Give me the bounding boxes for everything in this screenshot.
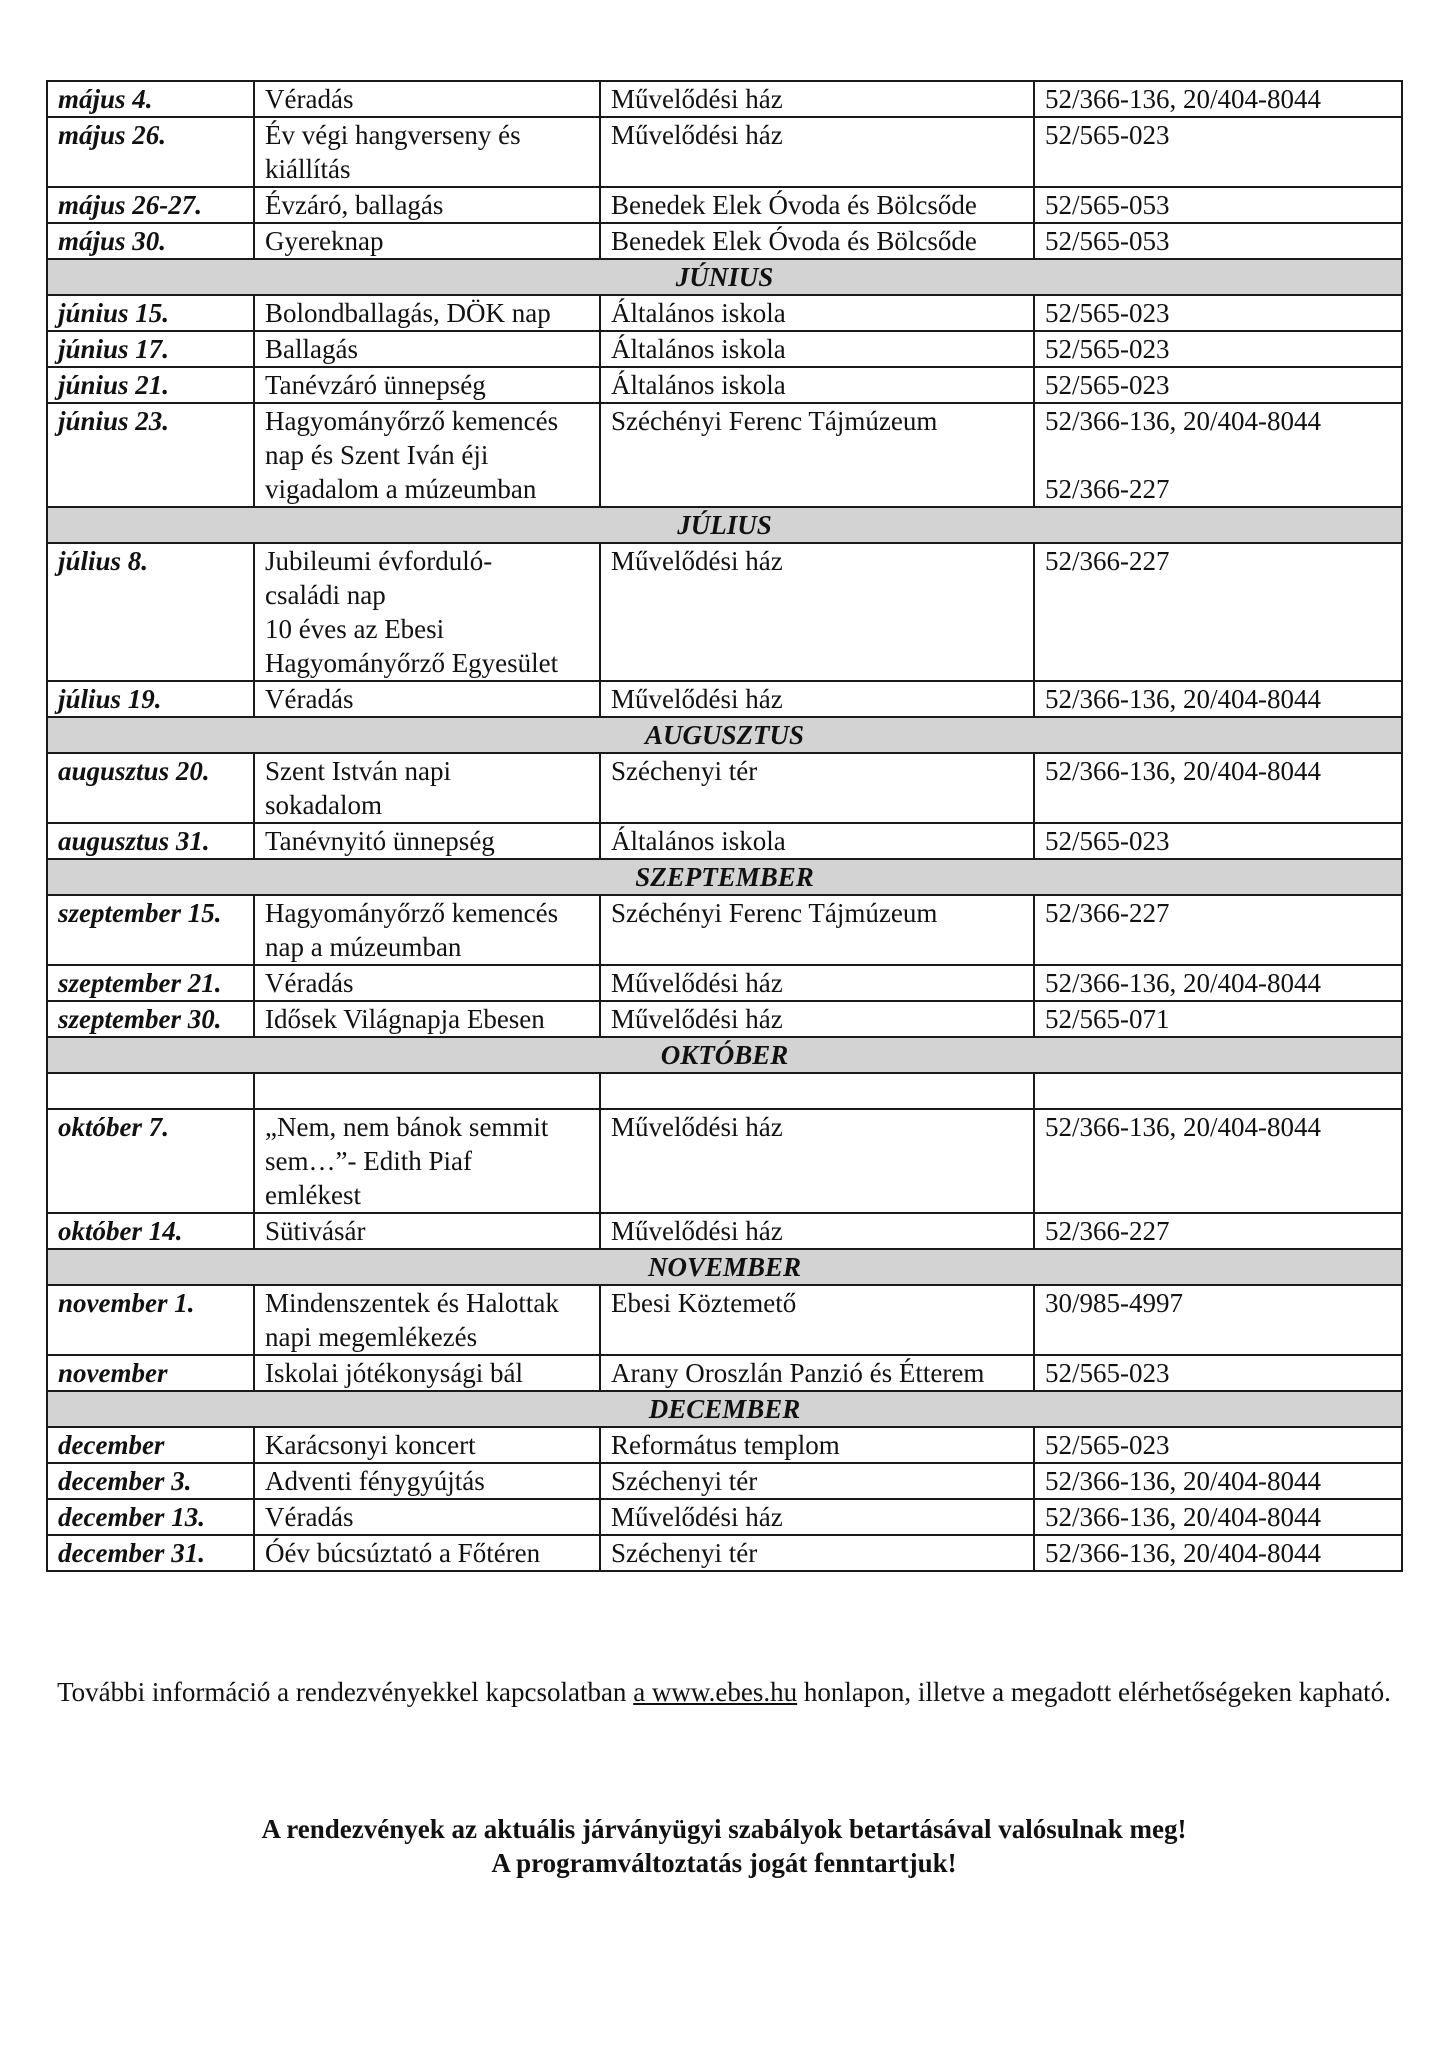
- phone-cell-text: 52/366-136, 20/404-8044 52/366-227: [1045, 406, 1321, 504]
- event-row: [47, 1355, 1402, 1391]
- event-cell: [254, 1355, 600, 1391]
- footer-info-link[interactable]: a www.ebes.hu: [633, 1677, 798, 1707]
- month-header: SZEPTEMBER: [47, 859, 1402, 895]
- date-cell-text: június 17.: [58, 334, 170, 364]
- event-cell: [254, 403, 600, 507]
- venue-cell-text: Általános iskola: [611, 298, 786, 328]
- event-row: [47, 543, 1402, 681]
- event-row: [47, 823, 1402, 859]
- date-cell: [47, 1463, 254, 1499]
- date-cell-text: május 4.: [58, 84, 153, 114]
- empty-cell: [47, 1073, 254, 1109]
- venue-cell: [600, 1001, 1034, 1037]
- venue-cell: [600, 1109, 1034, 1213]
- events-table-body: [47, 81, 1402, 1571]
- date-cell-text: szeptember 30.: [58, 1004, 222, 1034]
- event-row: [47, 367, 1402, 403]
- event-row: [47, 895, 1402, 965]
- phone-cell: [1034, 331, 1402, 367]
- event-cell: [254, 895, 600, 965]
- venue-cell-text: Művelődési ház: [611, 546, 783, 576]
- date-cell: [47, 1427, 254, 1463]
- phone-cell: [1034, 223, 1402, 259]
- event-row: [47, 223, 1402, 259]
- date-cell-text: december 3.: [58, 1466, 192, 1496]
- venue-cell-text: Református templom: [611, 1430, 840, 1460]
- notice: [40, 1812, 1408, 1880]
- venue-cell-text: Benedek Elek Óvoda és Bölcsőde: [611, 190, 977, 220]
- date-cell: [47, 117, 254, 187]
- event-cell: [254, 187, 600, 223]
- event-row: [47, 1427, 1402, 1463]
- phone-cell-text: 52/366-136, 20/404-8044: [1045, 84, 1321, 114]
- phone-cell-text: 52/366-136, 20/404-8044: [1045, 756, 1321, 786]
- empty-cell: [254, 1073, 600, 1109]
- event-cell: [254, 681, 600, 717]
- phone-cell-text: 52/366-136, 20/404-8044: [1045, 1466, 1321, 1496]
- event-cell: [254, 295, 600, 331]
- date-cell-text: május 26.: [58, 120, 167, 150]
- phone-cell: [1034, 367, 1402, 403]
- venue-cell-text: Széchényi Ferenc Tájmúzeum: [611, 406, 938, 436]
- venue-cell-text: Általános iskola: [611, 334, 786, 364]
- date-cell: [47, 543, 254, 681]
- event-cell-text: Hagyományőrző kemencés nap és Szent Iván éji vigadalom a múzeumban: [265, 406, 559, 504]
- venue-cell-text: Művelődési ház: [611, 1004, 783, 1034]
- date-cell: [47, 367, 254, 403]
- date-cell-text: július 8.: [58, 546, 149, 576]
- phone-cell-text: 52/366-136, 20/404-8044: [1045, 684, 1321, 714]
- venue-cell: [600, 331, 1034, 367]
- phone-cell-text: 52/565-023: [1045, 1430, 1170, 1460]
- month-header-row: [47, 507, 1402, 543]
- month-header: NOVEMBER: [47, 1249, 1402, 1285]
- event-cell: [254, 1499, 600, 1535]
- venue-cell: [600, 753, 1034, 823]
- venue-cell-text: Ebesi Köztemető: [611, 1288, 797, 1318]
- date-cell: [47, 1213, 254, 1249]
- month-header-row: [47, 859, 1402, 895]
- phone-cell-text: 30/985-4997: [1045, 1288, 1183, 1318]
- date-cell: [47, 681, 254, 717]
- venue-cell-text: Művelődési ház: [611, 1502, 783, 1532]
- event-row: [47, 1285, 1402, 1355]
- venue-cell-text: Művelődési ház: [611, 684, 783, 714]
- venue-cell-text: Művelődési ház: [611, 1112, 783, 1142]
- phone-cell-text: 52/366-136, 20/404-8044: [1045, 1538, 1321, 1568]
- phone-cell-text: 52/565-053: [1045, 190, 1170, 220]
- date-cell: [47, 965, 254, 1001]
- event-cell-text: Ballagás: [265, 334, 358, 364]
- event-cell: [254, 823, 600, 859]
- phone-cell: [1034, 403, 1402, 507]
- phone-cell: [1034, 823, 1402, 859]
- date-cell-text: június 15.: [58, 298, 170, 328]
- month-header-row: [47, 1037, 1402, 1073]
- event-cell-text: Jubileumi évforduló- családi nap 10 éves az Ebesi Hagyományőrző Egyesület: [265, 546, 559, 678]
- event-cell-text: Tanévzáró ünnepség: [265, 370, 486, 400]
- venue-cell-text: Arany Oroszlán Panzió és Étterem: [611, 1358, 985, 1388]
- month-header: AUGUSZTUS: [47, 717, 1402, 753]
- phone-cell: [1034, 543, 1402, 681]
- venue-cell: [600, 681, 1034, 717]
- phone-cell: [1034, 1499, 1402, 1535]
- event-cell: [254, 1109, 600, 1213]
- event-cell-text: Sütivásár: [265, 1216, 366, 1246]
- event-row: [47, 965, 1402, 1001]
- venue-cell: [600, 543, 1034, 681]
- month-header-row: [47, 1391, 1402, 1427]
- event-row: [47, 81, 1402, 117]
- event-cell-text: Évzáró, ballagás: [265, 190, 444, 220]
- venue-cell-text: Általános iskola: [611, 826, 786, 856]
- event-cell-text: Hagyományőrző kemencés nap a múzeumban: [265, 898, 559, 962]
- venue-cell: [600, 295, 1034, 331]
- event-cell: [254, 753, 600, 823]
- date-cell-text: november: [58, 1358, 168, 1388]
- event-row: [47, 1213, 1402, 1249]
- date-cell: [47, 223, 254, 259]
- event-row: [47, 681, 1402, 717]
- date-cell: [47, 1535, 254, 1571]
- event-cell: [254, 367, 600, 403]
- date-cell: [47, 1355, 254, 1391]
- date-cell-text: június 23.: [58, 406, 170, 436]
- footer-info-text-before: További információ a rendezvényekkel kapcsolatban: [57, 1677, 634, 1707]
- event-cell-text: Karácsonyi koncert: [265, 1430, 476, 1460]
- phone-cell-text: 52/565-023: [1045, 334, 1170, 364]
- date-cell-text: augusztus 20.: [58, 756, 210, 786]
- venue-cell-text: Széchenyi tér: [611, 1466, 758, 1496]
- event-cell: [254, 543, 600, 681]
- date-cell: [47, 403, 254, 507]
- event-cell: [254, 1535, 600, 1571]
- venue-cell: [600, 823, 1034, 859]
- venue-cell-text: Széchenyi tér: [611, 756, 758, 786]
- event-cell-text: Véradás: [265, 84, 354, 114]
- event-cell-text: Tanévnyitó ünnepség: [265, 826, 495, 856]
- date-cell: [47, 1285, 254, 1355]
- venue-cell: [600, 1355, 1034, 1391]
- month-header-row: [47, 717, 1402, 753]
- date-cell: [47, 753, 254, 823]
- venue-cell-text: Benedek Elek Óvoda és Bölcsőde: [611, 226, 977, 256]
- phone-cell-text: 52/366-136, 20/404-8044: [1045, 1502, 1321, 1532]
- date-cell-text: szeptember 15.: [58, 898, 222, 928]
- month-header: JÚLIUS: [47, 507, 1402, 543]
- venue-cell: [600, 117, 1034, 187]
- date-cell: [47, 331, 254, 367]
- event-cell: [254, 1001, 600, 1037]
- event-row: [47, 1499, 1402, 1535]
- event-cell-text: Véradás: [265, 1502, 354, 1532]
- phone-cell: [1034, 1355, 1402, 1391]
- phone-cell: [1034, 1213, 1402, 1249]
- venue-cell: [600, 1535, 1034, 1571]
- event-cell-text: Iskolai jótékonysági bál: [265, 1358, 523, 1388]
- venue-cell: [600, 895, 1034, 965]
- phone-cell: [1034, 1535, 1402, 1571]
- event-cell: [254, 965, 600, 1001]
- month-header: JÚNIUS: [47, 259, 1402, 295]
- event-cell-text: Véradás: [265, 968, 354, 998]
- date-cell-text: május 30.: [58, 226, 167, 256]
- date-cell: [47, 1499, 254, 1535]
- date-cell: [47, 895, 254, 965]
- notice-line-2: A programváltoztatás jogát fenntartjuk!: [491, 1848, 957, 1878]
- phone-cell-text: 52/366-227: [1045, 898, 1170, 928]
- date-cell: [47, 81, 254, 117]
- event-row: [47, 1109, 1402, 1213]
- venue-cell: [600, 1499, 1034, 1535]
- phone-cell: [1034, 1427, 1402, 1463]
- event-cell-text: Év végi hangverseny és kiállítás: [265, 120, 521, 184]
- date-cell: [47, 823, 254, 859]
- venue-cell-text: Művelődési ház: [611, 120, 783, 150]
- date-cell-text: november 1.: [58, 1288, 195, 1318]
- event-cell-text: Óév búcsúztató a Főtéren: [265, 1538, 541, 1568]
- venue-cell-text: Művelődési ház: [611, 84, 783, 114]
- event-cell-text: Adventi fénygyújtás: [265, 1466, 485, 1496]
- venue-cell-text: Széchenyi tér: [611, 1538, 758, 1568]
- date-cell-text: július 19.: [58, 684, 162, 714]
- phone-cell-text: 52/366-227: [1045, 546, 1170, 576]
- month-header-row: [47, 1249, 1402, 1285]
- event-cell-text: Mindenszentek és Halottak napi megemlékezés: [265, 1288, 559, 1352]
- event-row: [47, 331, 1402, 367]
- date-cell-text: december: [58, 1430, 165, 1460]
- date-cell: [47, 1109, 254, 1213]
- date-cell-text: augusztus 31.: [58, 826, 210, 856]
- venue-cell-text: Széchényi Ferenc Tájmúzeum: [611, 898, 938, 928]
- footer-info-text-after: honlapon, illetve a megadott elérhetőségeken kapható.: [797, 1677, 1391, 1707]
- venue-cell-text: Általános iskola: [611, 370, 786, 400]
- phone-cell-text: 52/565-023: [1045, 120, 1170, 150]
- event-row: [47, 1535, 1402, 1571]
- phone-cell-text: 52/565-071: [1045, 1004, 1170, 1034]
- date-cell-text: december 31.: [58, 1538, 205, 1568]
- date-cell-text: május 26-27.: [58, 190, 203, 220]
- event-cell: [254, 1213, 600, 1249]
- phone-cell-text: 52/565-023: [1045, 298, 1170, 328]
- phone-cell-text: 52/366-136, 20/404-8044: [1045, 1112, 1321, 1142]
- date-cell: [47, 187, 254, 223]
- event-cell: [254, 1463, 600, 1499]
- events-table: [46, 80, 1403, 1572]
- event-row: [47, 117, 1402, 187]
- event-cell: [254, 81, 600, 117]
- notice-line-1: A rendezvények az aktuális járványügyi szabályok betartásával valósulnak meg!: [261, 1814, 1187, 1844]
- venue-cell: [600, 223, 1034, 259]
- venue-cell-text: Művelődési ház: [611, 1216, 783, 1246]
- venue-cell: [600, 1285, 1034, 1355]
- footer-info: [40, 1676, 1408, 1708]
- date-cell-text: december 13.: [58, 1502, 205, 1532]
- empty-cell: [600, 1073, 1034, 1109]
- date-cell-text: június 21.: [58, 370, 170, 400]
- event-row: [47, 403, 1402, 507]
- venue-cell: [600, 367, 1034, 403]
- venue-cell: [600, 403, 1034, 507]
- empty-row: [47, 1073, 1402, 1109]
- date-cell: [47, 295, 254, 331]
- phone-cell: [1034, 187, 1402, 223]
- venue-cell: [600, 187, 1034, 223]
- month-header-row: [47, 259, 1402, 295]
- month-header: OKTÓBER: [47, 1037, 1402, 1073]
- event-cell-text: Gyereknap: [265, 226, 384, 256]
- venue-cell: [600, 81, 1034, 117]
- event-cell: [254, 117, 600, 187]
- event-cell: [254, 1427, 600, 1463]
- phone-cell: [1034, 965, 1402, 1001]
- phone-cell: [1034, 1109, 1402, 1213]
- phone-cell: [1034, 1285, 1402, 1355]
- phone-cell: [1034, 1463, 1402, 1499]
- event-row: [47, 753, 1402, 823]
- date-cell-text: október 14.: [58, 1216, 183, 1246]
- venue-cell-text: Művelődési ház: [611, 968, 783, 998]
- phone-cell-text: 52/565-023: [1045, 1358, 1170, 1388]
- phone-cell: [1034, 753, 1402, 823]
- phone-cell-text: 52/366-136, 20/404-8044: [1045, 968, 1321, 998]
- phone-cell-text: 52/565-023: [1045, 826, 1170, 856]
- venue-cell: [600, 1463, 1034, 1499]
- event-row: [47, 295, 1402, 331]
- phone-cell-text: 52/366-227: [1045, 1216, 1170, 1246]
- phone-cell-text: 52/565-023: [1045, 370, 1170, 400]
- event-row: [47, 1463, 1402, 1499]
- event-row: [47, 1001, 1402, 1037]
- event-cell-text: Véradás: [265, 684, 354, 714]
- event-row: [47, 187, 1402, 223]
- empty-cell: [1034, 1073, 1402, 1109]
- phone-cell: [1034, 295, 1402, 331]
- phone-cell-text: 52/565-053: [1045, 226, 1170, 256]
- phone-cell: [1034, 81, 1402, 117]
- event-cell: [254, 223, 600, 259]
- event-cell-text: Bolondballagás, DÖK nap: [265, 298, 551, 328]
- venue-cell: [600, 1427, 1034, 1463]
- venue-cell: [600, 965, 1034, 1001]
- event-cell: [254, 1285, 600, 1355]
- event-cell-text: Szent István napi sokadalom: [265, 756, 451, 820]
- phone-cell: [1034, 1001, 1402, 1037]
- phone-cell: [1034, 117, 1402, 187]
- event-cell: [254, 331, 600, 367]
- event-cell-text: Idősek Világnapja Ebesen: [265, 1004, 545, 1034]
- month-header: DECEMBER: [47, 1391, 1402, 1427]
- venue-cell: [600, 1213, 1034, 1249]
- date-cell: [47, 1001, 254, 1037]
- phone-cell: [1034, 681, 1402, 717]
- event-cell-text: „Nem, nem bánok semmit sem…”- Edith Piaf emlékest: [265, 1112, 549, 1210]
- phone-cell: [1034, 895, 1402, 965]
- date-cell-text: szeptember 21.: [58, 968, 222, 998]
- date-cell-text: október 7.: [58, 1112, 169, 1142]
